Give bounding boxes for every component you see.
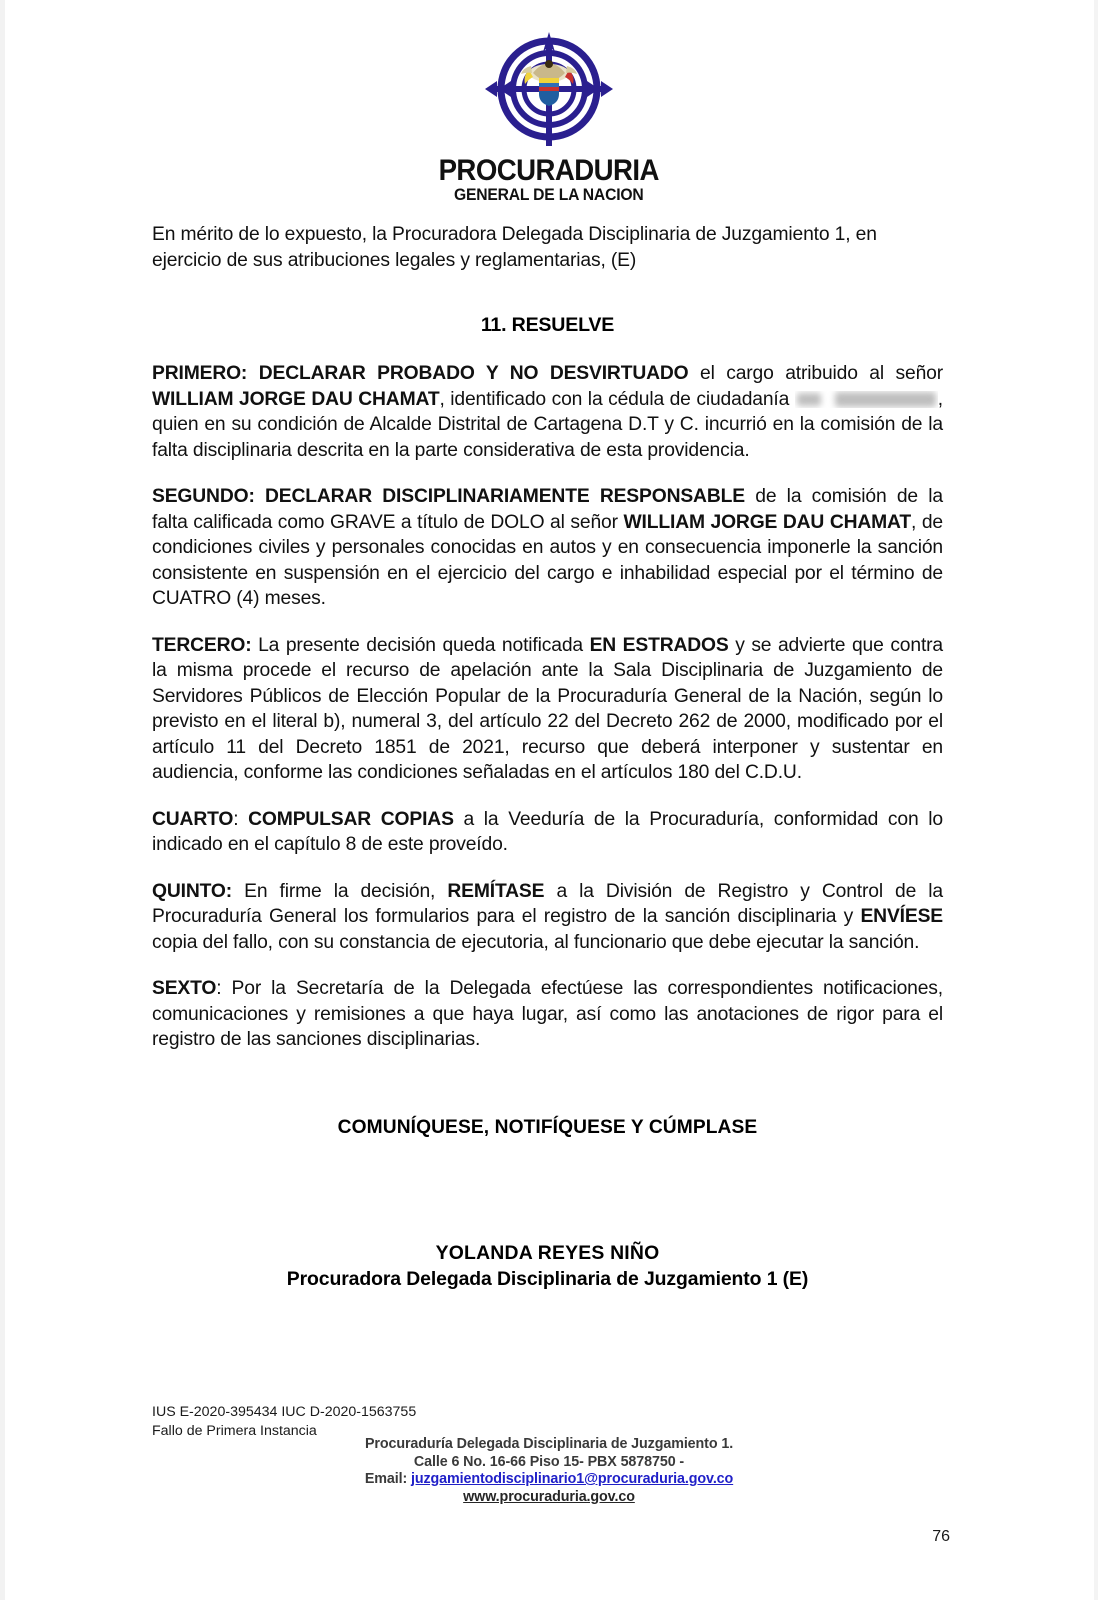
resolution-sexto bbox=[152, 976, 943, 1053]
resolution-quinto-label: QUINTO: bbox=[152, 880, 233, 902]
redacted-cedula bbox=[795, 391, 938, 408]
footer-office-name: Procuraduría Delegada Disciplinaria de Juzgamiento 1. bbox=[364, 1436, 734, 1452]
footer-email-label: Email: bbox=[364, 1471, 411, 1487]
closing-statement bbox=[152, 1117, 943, 1139]
resolution-primero bbox=[152, 361, 943, 463]
resolution-tercero-emphasis: EN ESTRADOS bbox=[589, 634, 729, 656]
resolution-tercero-label: TERCERO: bbox=[152, 634, 252, 656]
spacer bbox=[152, 294, 943, 314]
resolution-quinto-emphasis-enviese: ENVÍESE bbox=[860, 906, 943, 927]
resolution-sexto-separator: : bbox=[216, 978, 232, 999]
footer-website-link[interactable]: www.procuraduria.gov.co bbox=[463, 1488, 635, 1505]
logo-wordmark bbox=[429, 156, 668, 204]
logo-word-general-de-la-nacion: GENERAL DE LA NACION bbox=[454, 186, 644, 204]
resolution-primero-label: PRIMERO: DECLARAR PROBADO Y NO DESVIRTUADO bbox=[152, 363, 689, 384]
resolution-quinto-part-a: En firme la decisión, bbox=[232, 880, 448, 902]
procuraduria-crosshair-emblem-icon bbox=[473, 26, 625, 154]
resolution-quinto bbox=[152, 879, 943, 956]
footer-reference-instance: Fallo de Primera Instancia bbox=[152, 1423, 317, 1439]
resolution-quinto-emphasis-remitase: REMÍTASE bbox=[447, 880, 545, 902]
closing-text: COMUNÍQUESE, NOTIFÍQUESE Y CÚMPLASE bbox=[337, 1116, 758, 1138]
footer-reference-ius-iuc: IUS E-2020-395434 IUC D-2020-1563755 bbox=[152, 1404, 417, 1420]
resolution-segundo bbox=[152, 484, 943, 612]
resolution-quinto-part-b: a la División de Registro y Control de la Procuraduría General los formularios para el registro de la sanción disciplinaria y bbox=[152, 880, 943, 927]
resolution-primero-part-b: , identificado con la cédula de ciudadanía bbox=[439, 388, 795, 410]
resolution-segundo-name: WILLIAM JORGE DAU CHAMAT bbox=[623, 511, 912, 533]
footer-email-link[interactable]: juzgamientodisciplinario1@procuraduria.gov.co bbox=[411, 1471, 734, 1487]
resolution-cuarto bbox=[152, 807, 943, 858]
resolution-segundo-part-b: , de condiciones civiles y personales conocidas en autos y en consecuencia imponerle la sanción consistente en suspensión en el ejercicio del cargo e inhabilidad especial por el término de CUATRO (4) meses. bbox=[152, 511, 944, 609]
resolution-cuarto-part-b: a la Veeduría de la Procuraduría, conformidad con lo indicado en el capítulo 8 de este proveído. bbox=[152, 808, 943, 855]
intro-text: En mérito de lo expuesto, la Procuradora Delegada Disciplinaria de Juzgamiento 1, en ejercicio de sus atribuciones legales y reglamentarias, (E) bbox=[152, 224, 877, 271]
page-number: 76 bbox=[932, 1528, 950, 1545]
resolution-segundo-part-a: de la comisión de la falta calificada como GRAVE a título de DOLO al señor bbox=[152, 486, 943, 533]
intro-paragraph bbox=[152, 222, 943, 273]
footer-website-line bbox=[0, 1489, 1098, 1507]
resolution-primero-name: WILLIAM JORGE DAU CHAMAT bbox=[152, 388, 440, 410]
procuraduria-logo bbox=[438, 26, 660, 204]
resolution-tercero-part-b: y se advierte que contra la misma procede el recurso de apelación ante la Sala Disciplinaria de Juzgamiento de Servidores Públicos de Elección Popular de la Procuraduría General de la Nación, según lo previsto en el literal b), numeral 3, del artículo 22 del Decreto 262 de 2000, modificado por el artículo 11 del Decreto 1851 de 2021, recurso que deberá interponer y sustentar en audiencia, conforme las condiciones señaladas en el artículos 180 del C.D.U. bbox=[152, 634, 944, 783]
resolution-sexto-part-b: Por la Secretaría de la Delegada efectúese las correspondientes notificaciones, comunicaciones y remisiones a que haya lugar, así como las anotaciones de rigor para el registro de las sanciones disciplinarias. bbox=[152, 978, 943, 1050]
resolution-quinto-part-c: copia del fallo, con su constancia de ejecutoria, al funcionario que debe ejecutar la sanción. bbox=[152, 931, 920, 953]
resolution-primero-part-c: , quien en su condición de Alcalde Distrital de Cartagena D.T y C. incurrió en la comisión de la falta disciplinaria descrita en la parte considerativa de esta providencia. bbox=[152, 388, 943, 461]
resolution-tercero bbox=[152, 633, 943, 786]
heading-text: 11. RESUELVE bbox=[480, 314, 615, 336]
resolution-cuarto-label: CUARTO bbox=[152, 808, 234, 830]
document-body bbox=[152, 222, 943, 1291]
section-heading-resuelve bbox=[152, 314, 943, 337]
signatory-name: YOLANDA REYES NIÑO bbox=[435, 1241, 660, 1264]
resolution-sexto-label: SEXTO bbox=[152, 978, 217, 999]
document-header bbox=[0, 0, 1098, 204]
resolution-primero-part-a: el cargo atribuido al señor bbox=[688, 363, 943, 384]
resolution-cuarto-emphasis: COMPULSAR COPIAS bbox=[248, 808, 454, 830]
signatory-role: Procuradora Delegada Disciplinaria de Juzgamiento 1 (E) bbox=[286, 1267, 809, 1290]
signature-block bbox=[152, 1242, 943, 1291]
footer-address: Calle 6 No. 16-66 Piso 15- PBX 5878750 - bbox=[413, 1453, 685, 1470]
resolution-tercero-part-a: La presente decisión queda notificada bbox=[251, 634, 590, 656]
footer-email-line bbox=[0, 1471, 1098, 1489]
resolution-segundo-label: SEGUNDO: DECLARAR DISCIPLINARIAMENTE RESPONSABLE bbox=[152, 486, 745, 507]
footer-contact-block bbox=[0, 1436, 1098, 1506]
resolution-cuarto-separator: : bbox=[233, 808, 249, 830]
logo-word-procuraduria: PROCURADURIA bbox=[438, 154, 660, 187]
